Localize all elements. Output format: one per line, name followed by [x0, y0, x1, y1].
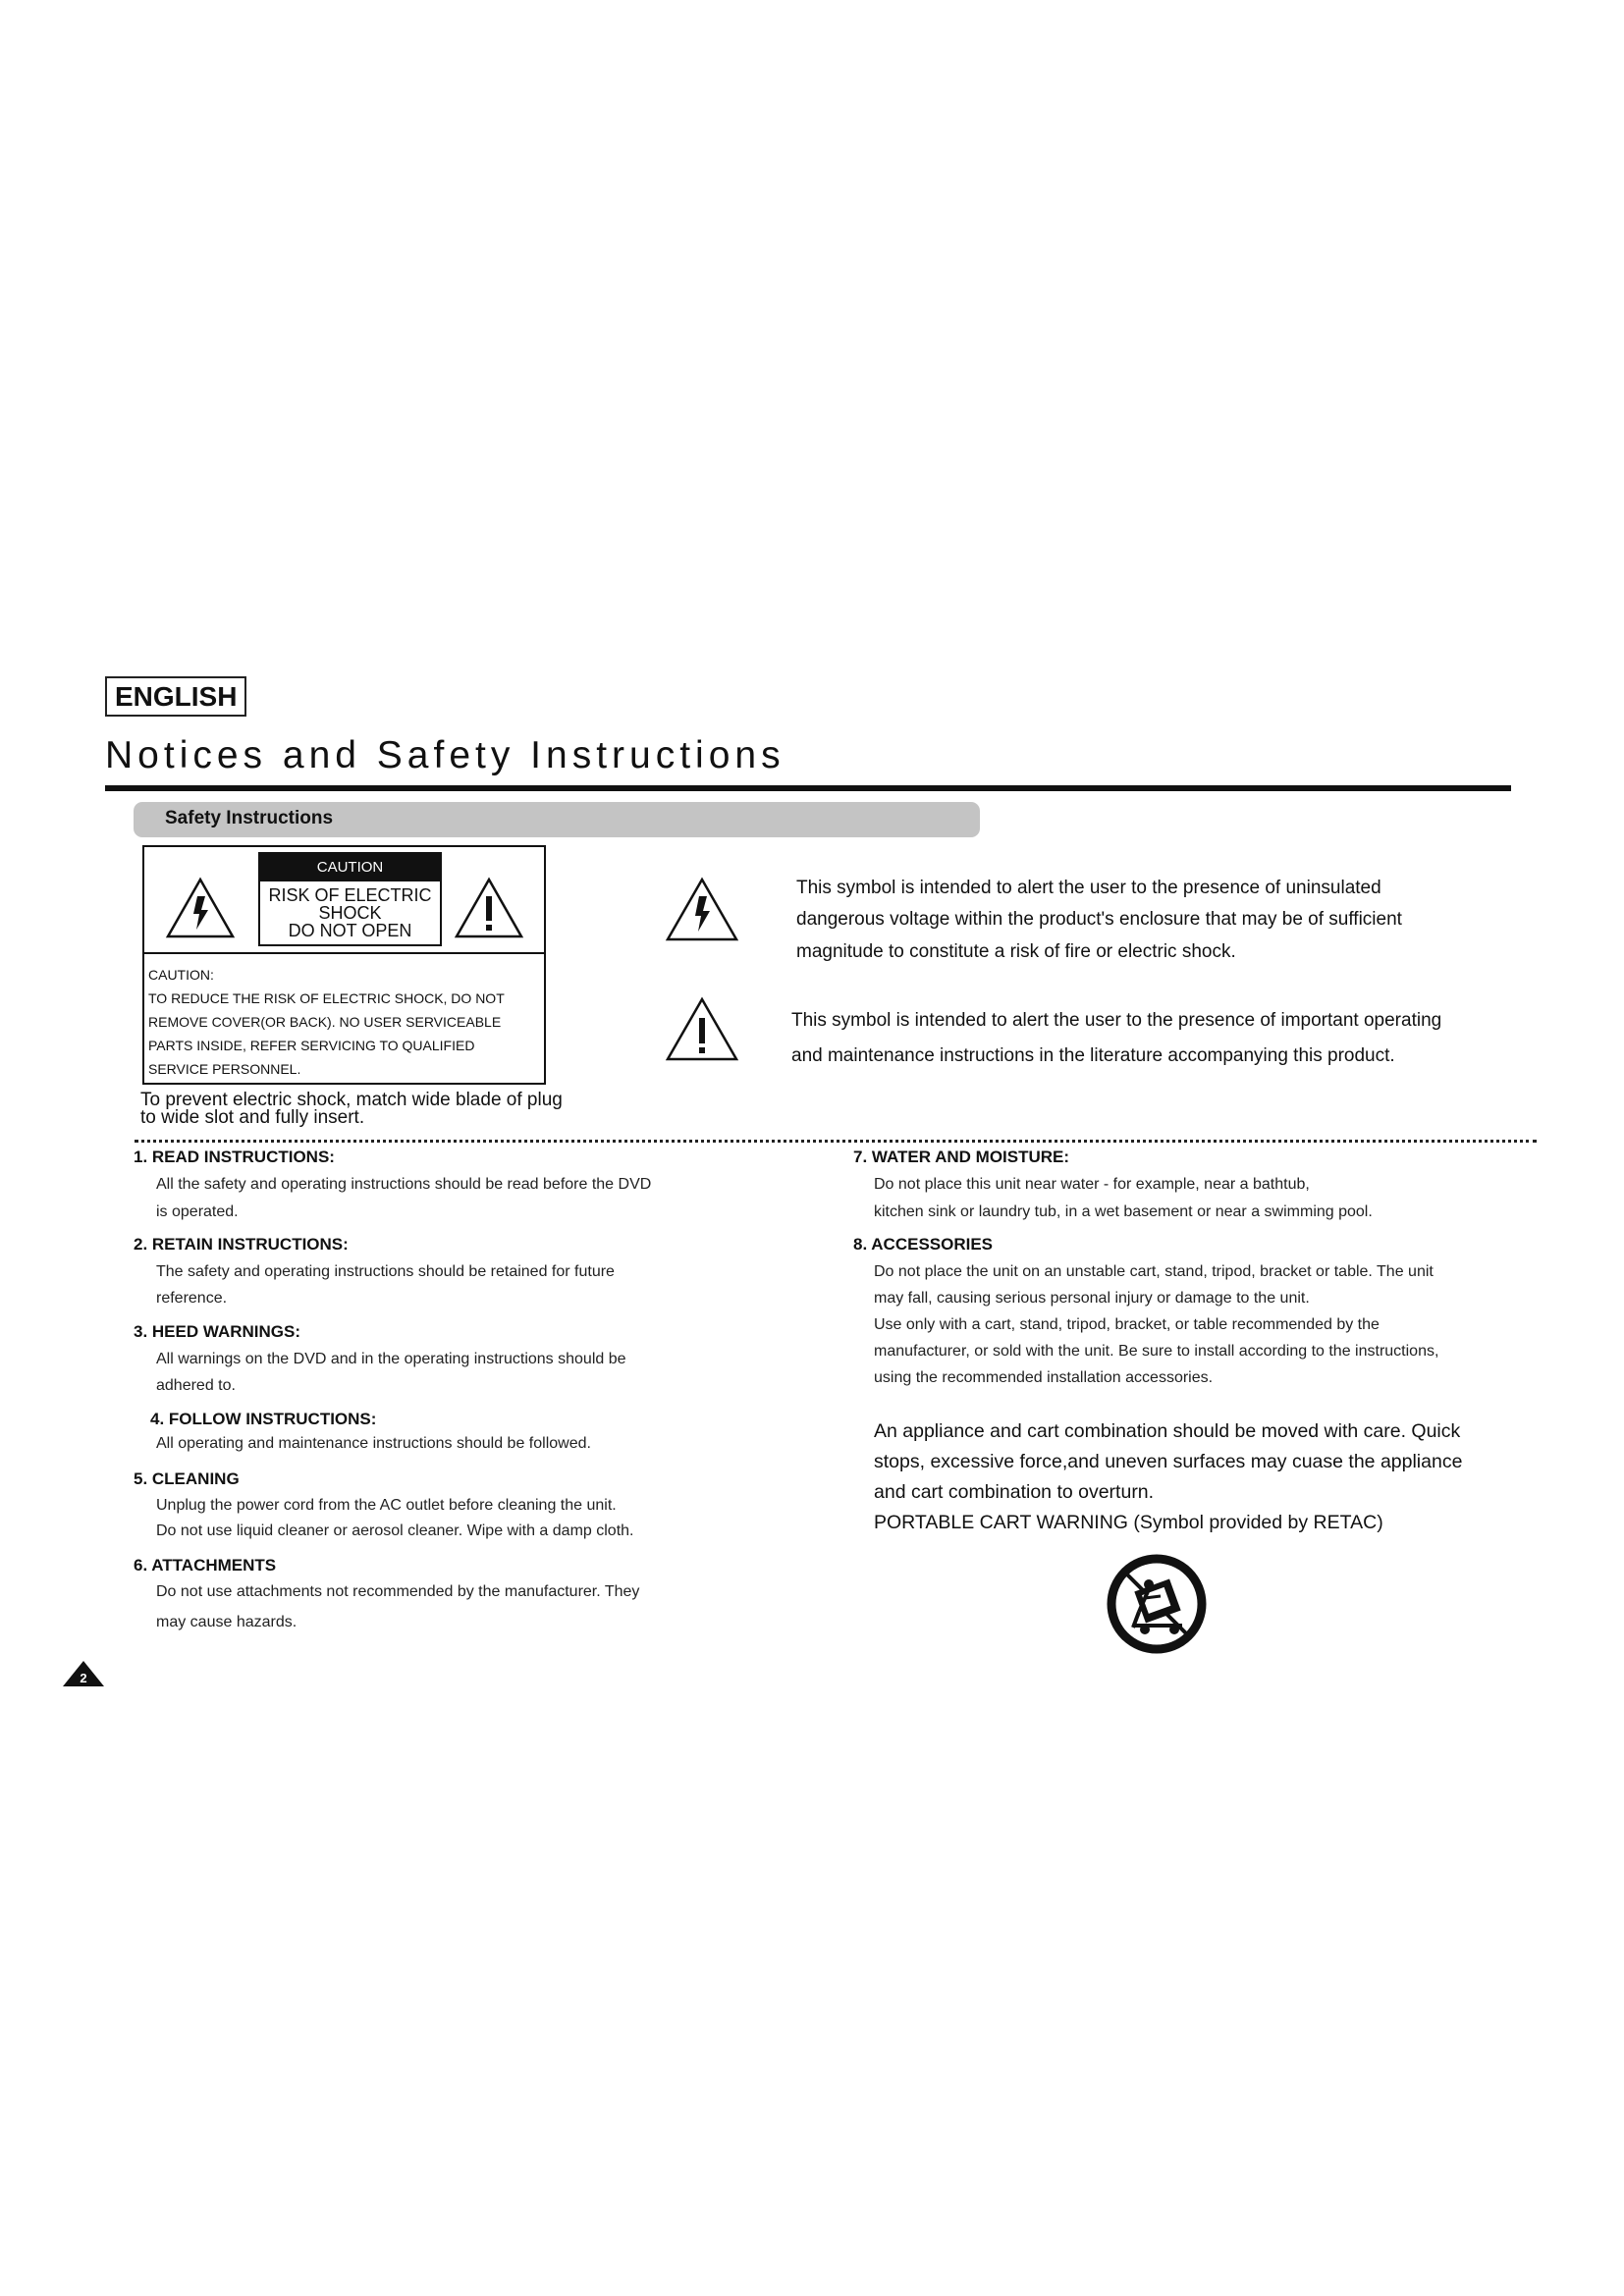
instruction-heading: 5. CLEANING — [134, 1469, 240, 1488]
instruction-text: may cause hazards. — [156, 1614, 298, 1630]
caution-body-line: REMOVE COVER(OR BACK). NO USER SERVICEABLE — [148, 1014, 502, 1030]
cart-warning-line: PORTABLE CART WARNING (Symbol provided by RETAC) — [874, 1512, 1383, 1533]
plug-note-line: to wide slot and fully insert. — [140, 1107, 365, 1128]
section-label: Safety Instructions — [165, 808, 334, 828]
caution-risk-line: SHOCK — [318, 903, 382, 923]
instruction-text: kitchen sink or laundry tub, in a wet basement or near a swimming pool. — [874, 1203, 1373, 1220]
instruction-heading: 4. FOLLOW INSTRUCTIONS: — [150, 1410, 377, 1428]
caution-body-line: PARTS INSIDE, REFER SERVICING TO QUALIFIED — [148, 1038, 475, 1053]
cart-warning-line: and cart combination to overturn. — [874, 1481, 1155, 1503]
instruction-heading: 2. RETAIN INSTRUCTIONS: — [134, 1235, 349, 1254]
instruction-text: Do not place this unit near water - for example, near a bathtub, — [874, 1176, 1310, 1193]
instruction-text: using the recommended installation accessories. — [874, 1369, 1214, 1386]
instruction-text: All the safety and operating instructions should be read before the DVD — [156, 1176, 652, 1193]
instruction-text: Do not place the unit on an unstable cart, stand, tripod, bracket or table. The unit — [874, 1263, 1434, 1280]
symbol-description-line: This symbol is intended to alert the user to the presence of uninsulated — [796, 878, 1381, 898]
instruction-heading: 6. ATTACHMENTS — [134, 1556, 277, 1575]
instruction-text: All warnings on the DVD and in the operating instructions should be — [156, 1351, 626, 1367]
instruction-heading: 3. HEED WARNINGS: — [134, 1322, 301, 1341]
instruction-text: manufacturer, or sold with the unit. Be sure to install according to the instructions, — [874, 1343, 1439, 1360]
caution-header: CAUTION — [260, 854, 440, 881]
lightning-warning-icon — [165, 877, 236, 939]
instruction-text: The safety and operating instructions should be retained for future — [156, 1263, 615, 1280]
portable-cart-warning-icon — [1106, 1553, 1208, 1655]
plug-note-line: To prevent electric shock, match wide blade of plug — [140, 1090, 563, 1110]
exclamation-warning-icon — [665, 996, 739, 1063]
cart-warning-line: stops, excessive force,and uneven surfaces may cuase the appliance — [874, 1451, 1463, 1472]
instruction-text: adhered to. — [156, 1377, 236, 1394]
symbol-description-line: This symbol is intended to alert the user to the presence of important operating — [791, 1010, 1442, 1031]
page-title: Notices and Safety Instructions — [105, 734, 785, 776]
instruction-text: Unplug the power cord from the AC outlet before cleaning the unit. — [156, 1497, 617, 1514]
instruction-heading: 8. ACCESSORIES — [853, 1235, 994, 1254]
instruction-text: Do not use liquid cleaner or aerosol cleaner. Wipe with a damp cloth. — [156, 1522, 634, 1539]
symbol-description-line: magnitude to constitute a risk of fire or electric shock. — [796, 941, 1236, 962]
plug-note — [140, 1092, 563, 1127]
instruction-heading: 1. READ INSTRUCTIONS: — [134, 1148, 335, 1166]
lightning-warning-icon — [665, 877, 739, 943]
instruction-text: All operating and maintenance instructions should be followed. — [156, 1435, 591, 1452]
caution-body-line: TO REDUCE THE RISK OF ELECTRIC SHOCK, DO NOT — [148, 990, 505, 1006]
instruction-text: may fall, causing serious personal injury or damage to the unit. — [874, 1290, 1310, 1307]
instruction-heading: 7. WATER AND MOISTURE: — [853, 1148, 1070, 1166]
caution-divider — [144, 952, 544, 954]
cart-warning-line: An appliance and cart combination should be moved with care. Quick — [874, 1420, 1461, 1442]
instruction-text: reference. — [156, 1290, 228, 1307]
symbol-description-line: dangerous voltage within the product's enclosure that may be of sufficient — [796, 909, 1402, 930]
title-rule — [105, 785, 1511, 791]
exclamation-warning-icon — [454, 877, 524, 939]
language-badge: ENGLISH — [105, 676, 246, 717]
symbol-description-line: and maintenance instructions in the literature accompanying this product. — [791, 1045, 1395, 1066]
page-number: 2 — [80, 1671, 87, 1685]
instruction-text: is operated. — [156, 1203, 239, 1220]
caution-risk-line: RISK OF ELECTRIC — [268, 885, 432, 905]
instruction-text: Use only with a cart, stand, tripod, bracket, or table recommended by the — [874, 1316, 1380, 1333]
caution-body-line: CAUTION: — [148, 967, 214, 983]
instruction-text: Do not use attachments not recommended by the manufacturer. They — [156, 1583, 640, 1600]
dotted-divider — [135, 1140, 1537, 1143]
caution-risk-line: DO NOT OPEN — [288, 921, 412, 940]
caution-body-line: SERVICE PERSONNEL. — [148, 1061, 301, 1077]
